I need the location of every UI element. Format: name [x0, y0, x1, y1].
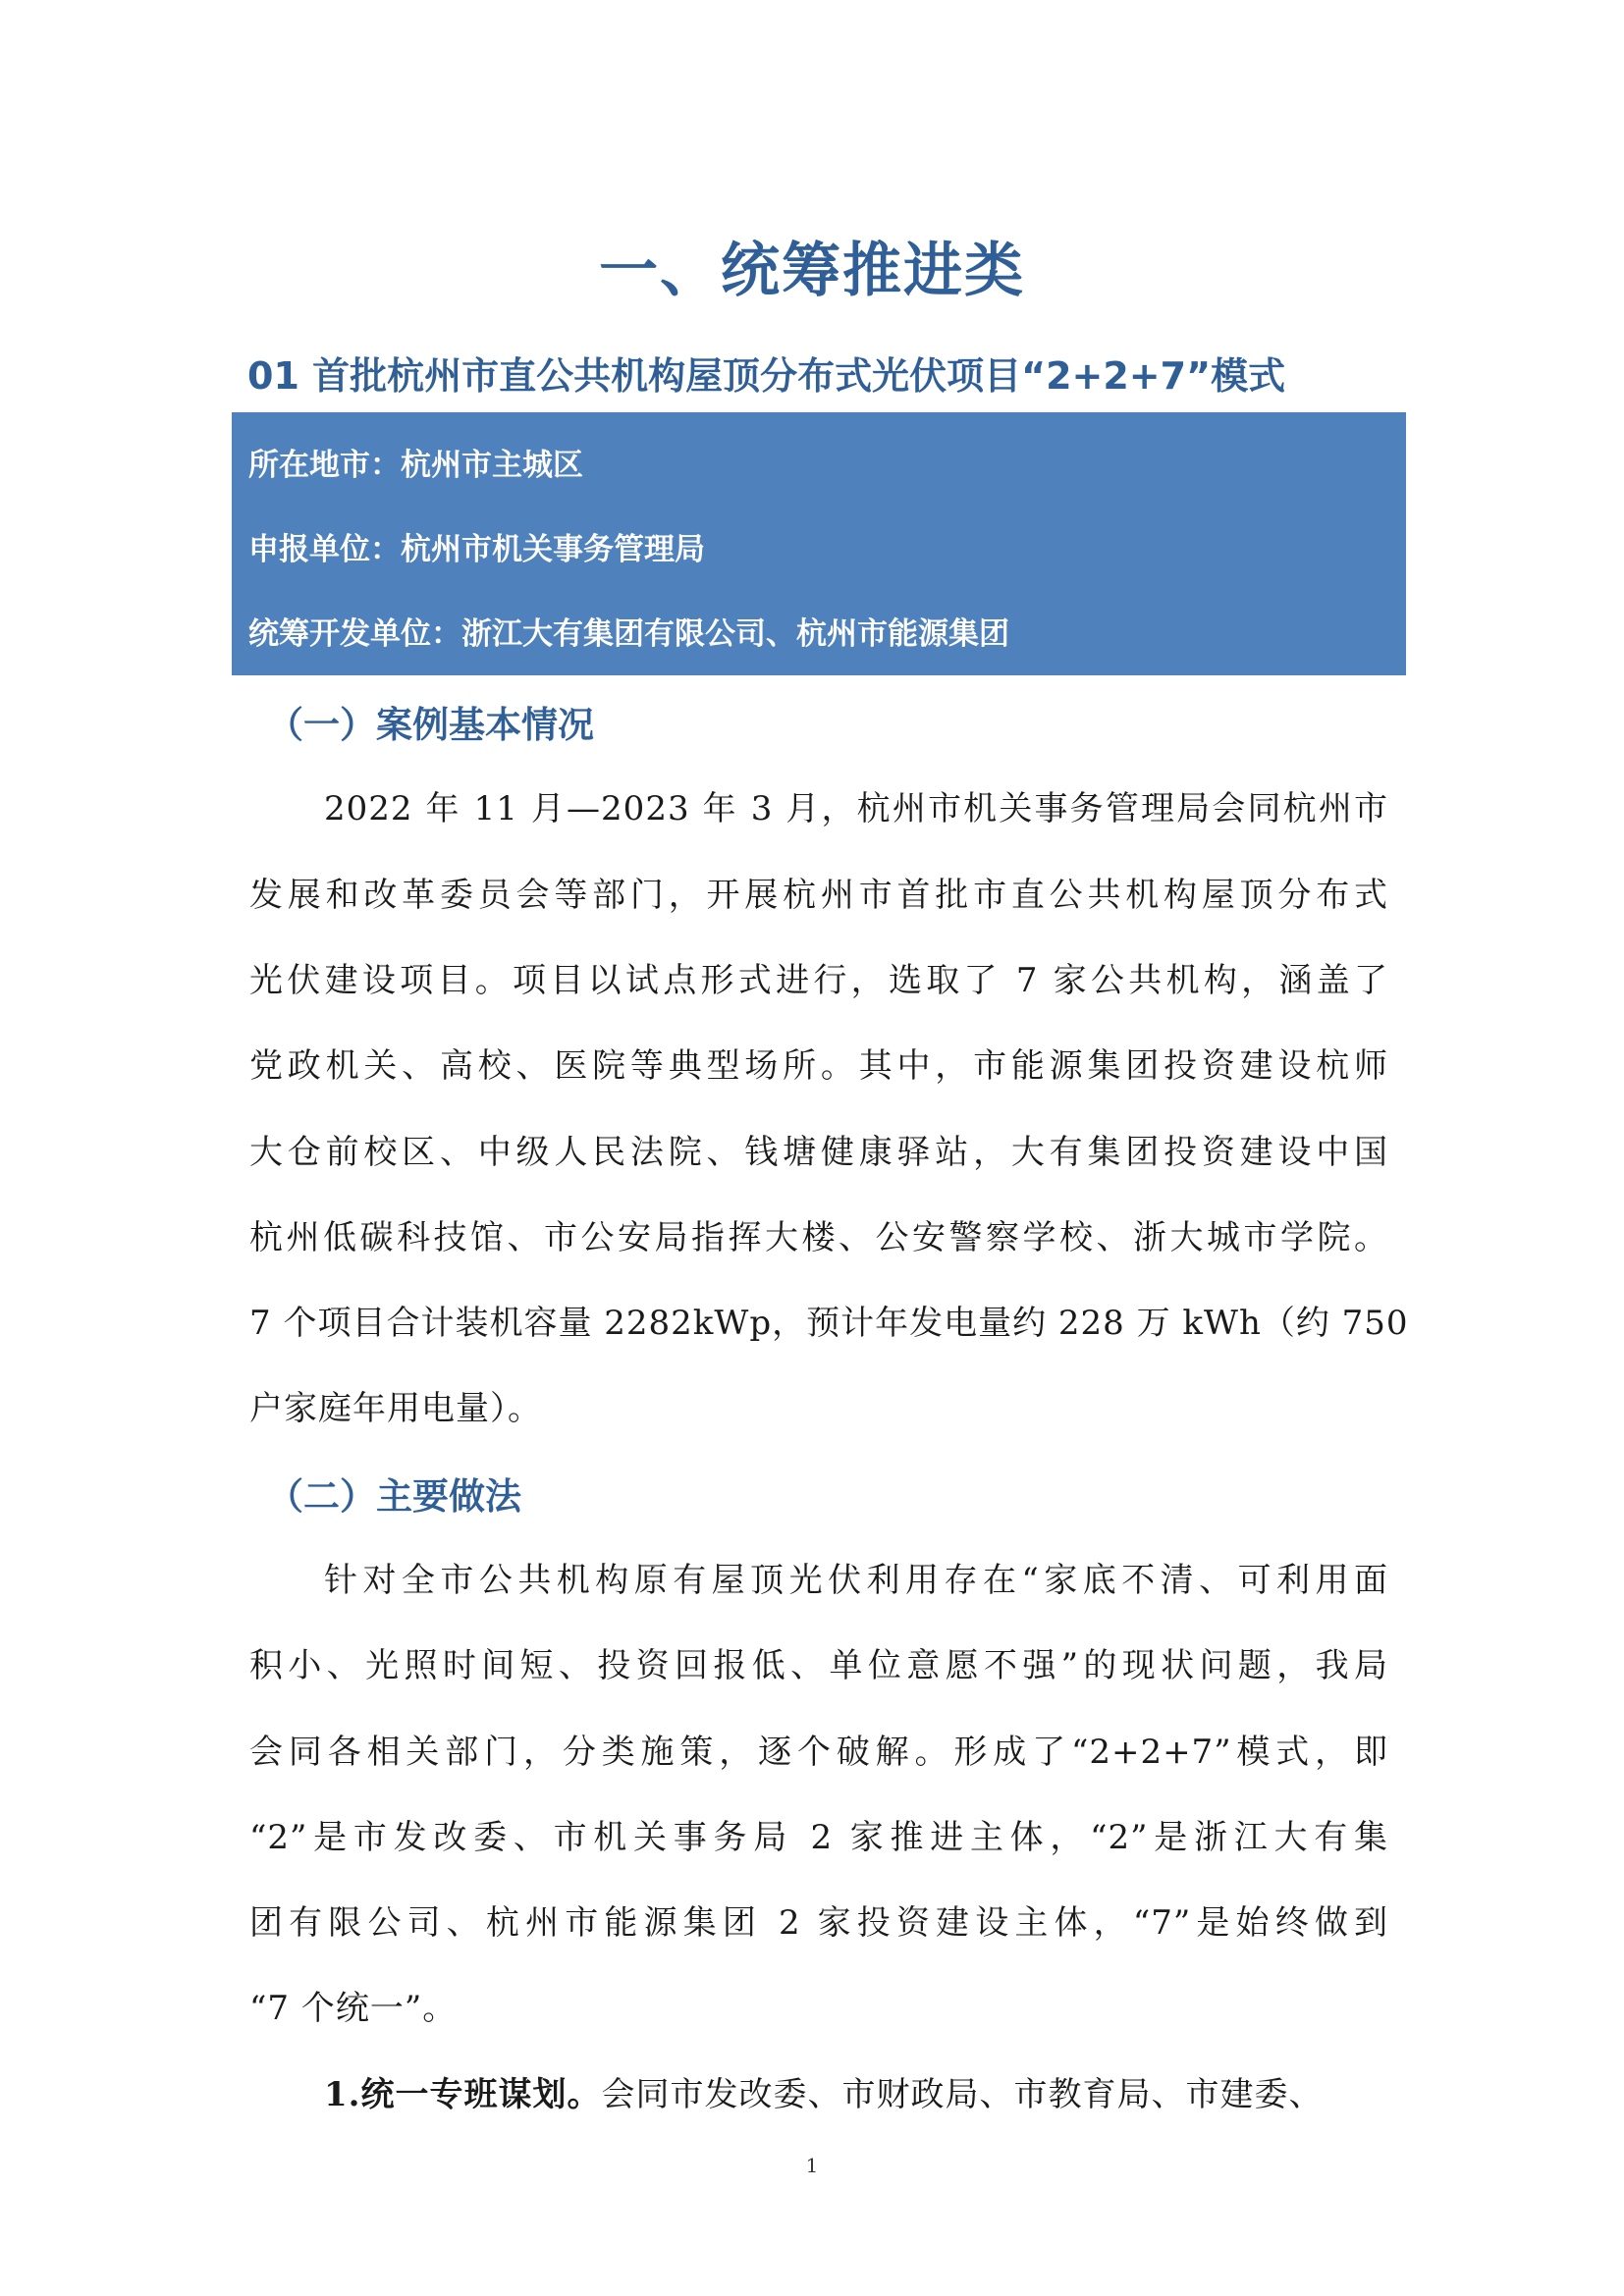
item-paragraph: [324, 2067, 1388, 2115]
paragraph-line: 2022 年 11 月—2023 年 3 月，杭州市机关事务管理局会同杭州市: [324, 789, 1388, 828]
case-title: 01 首批杭州市直公共机构屋顶分布式光伏项目“2+2+7”模式: [247, 354, 1286, 398]
page-title: 一、统筹推进类: [599, 237, 1025, 305]
paragraph-line: 党政机关、高校、医院等典型场所。其中，市能源集团投资建设杭师: [249, 1046, 1388, 1086]
paragraph-line: 大仓前校区、中级人民法院、钱塘健康驿站，大有集团投资建设中国: [249, 1133, 1388, 1172]
item-text: 会同市发改委、市财政局、市教育局、市建委、: [601, 2075, 1324, 2114]
paragraph-line: 会同各相关部门，分类施策，逐个破解。形成了“2+2+7”模式，即: [249, 1733, 1388, 1772]
info-developer: 统筹开发单位：浙江大有集团有限公司、杭州市能源集团: [248, 616, 1009, 652]
info-location: 所在地市：杭州市主城区: [248, 448, 583, 483]
section-heading-methods: （二）主要做法: [267, 1475, 521, 1518]
info-box: [232, 412, 1406, 675]
info-applicant: 申报单位：杭州市机关事务管理局: [248, 532, 705, 567]
paragraph-line: 7 个项目合计装机容量 2282kWp，预计年发电量约 228 万 kWh（约 750: [249, 1304, 1409, 1343]
paragraph-line: “2”是市发改委、市机关事务局 2 家推进主体，“2”是浙江大有集: [249, 1818, 1388, 1857]
paragraph-line: 光伏建设项目。项目以试点形式进行，选取了 7 家公共机构，涵盖了: [249, 961, 1388, 1000]
paragraph-line: 杭州低碳科技馆、市公安局指挥大楼、公安警察学校、浙大城市学院。: [249, 1218, 1388, 1257]
paragraph-line: 积小、光照时间短、投资回报低、单位意愿不强”的现状问题，我局: [249, 1646, 1388, 1685]
paragraph-line: 团有限公司、杭州市能源集团 2 家投资建设主体，“7”是始终做到: [249, 1903, 1388, 1943]
paragraph-line: 针对全市公共机构原有屋顶光伏利用存在“家底不清、可利用面: [324, 1561, 1388, 1600]
paragraph-line: “7 个统一”。: [249, 1989, 458, 2028]
item-lead: 1.统一专班谋划。: [324, 2075, 602, 2114]
paragraph-line: 发展和改革委员会等部门，开展杭州市首批市直公共机构屋顶分布式: [249, 876, 1388, 915]
paragraph-line: 户家庭年用电量）。: [249, 1389, 542, 1428]
page-number: 1: [805, 2154, 819, 2177]
section-heading-basic: （一）案例基本情况: [267, 704, 594, 746]
